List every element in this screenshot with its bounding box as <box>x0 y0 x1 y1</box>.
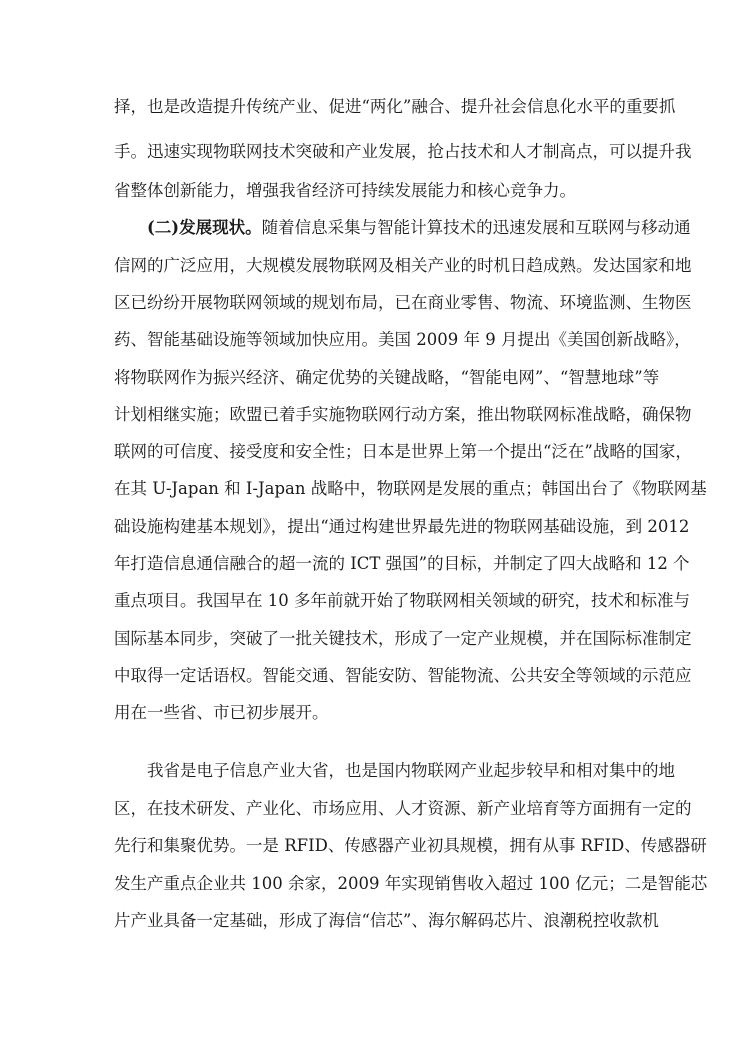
paragraph-2-line-9: 础设施构建基本规划》，提出“通过构建世界最先进的物联网基础设施，到 2012 <box>114 517 690 536</box>
paragraph-2-line-1 <box>147 216 691 240</box>
paragraph-2-line-6: 计划相继实施；欧盟已着手实施物联网行动方案，推出物联网标准战略，确保物 <box>114 405 692 424</box>
paragraph-2-line-14: 用在一些省、市已初步展开。 <box>114 703 329 722</box>
paragraph-2-line-13: 中取得一定话语权。智能交通、智能安防、智能物流、公共安全等领域的示范应 <box>114 666 692 685</box>
paragraph-2-line-12: 国际基本同步，突破了一批关键技术，形成了一定产业规模，并在国际标准制定 <box>114 629 692 648</box>
paragraph-3-line-5: 片产业具备一定基础，形成了海信“信芯”、海尔解码芯片、浪潮税控收款机 <box>114 911 659 930</box>
paragraph-2-line-8: 在其 U-Japan 和 I-Japan 战略中，物联网是发展的重点；韩国出台了《物联网基 <box>114 479 707 498</box>
paragraph-3-line-1: 我省是电子信息产业大省，也是国内物联网产业起步较早和相对集中的地 <box>147 761 675 780</box>
paragraph-2-line-10: 年打造信息通信融合的超一流的 ICT 强国”的目标，并制定了四大战略和 12 个 <box>114 554 690 573</box>
paragraph-2-line-2: 信网的广泛应用，大规模发展物联网及相关产业的时机日趋成熟。发达国家和地 <box>114 256 692 275</box>
paragraph-2-line-3: 区已纷纷开展物联网领域的规划布局，已在商业零售、物流、环境监测、生物医 <box>114 293 692 312</box>
paragraph-2-line-4: 药、智能基础设施等领域加快应用。美国 2009 年 9 月提出《美国创新战略》， <box>114 330 691 349</box>
paragraph-2-line-7: 联网的可信度、接受度和安全性；日本是世界上第一个提出“泛在”战略的国家， <box>114 442 692 461</box>
paragraph-1-line-3: 省整体创新能力，增强我省经济可持续发展能力和核心竞争力。 <box>114 181 576 200</box>
paragraph-2-line-1-text: 随着信息采集与智能计算技术的迅速发展和互联网与移动通 <box>261 218 691 237</box>
paragraph-1-line-1: 择，也是改造提升传统产业、促进“两化”融合、提升社会信息化水平的重要抓 <box>114 97 676 116</box>
section-heading: (二)发展现状。 <box>147 218 262 237</box>
paragraph-3-line-2: 区，在技术研发、产业化、市场应用、人才资源、新产业培育等方面拥有一定的 <box>114 799 692 818</box>
paragraph-3-line-4: 发生产重点企业共 100 余家，2009 年实现销售收入超过 100 亿元；二是智能芯 <box>114 874 708 893</box>
paragraph-2-line-5: 将物联网作为振兴经济、确定优势的关键战略，“智能电网”、“智慧地球”等 <box>114 368 660 387</box>
paragraph-2-line-11: 重点项目。我国早在 10 多年前就开始了物联网相关领域的研究，技术和标准与 <box>114 591 690 610</box>
paragraph-1-line-2: 手。迅速实现物联网技术突破和产业发展，抢占技术和人才制高点，可以提升我 <box>114 142 692 161</box>
paragraph-3-line-3: 先行和集聚优势。一是 RFID、传感器产业初具规模，拥有从事 RFID、传感器研 <box>114 836 707 855</box>
